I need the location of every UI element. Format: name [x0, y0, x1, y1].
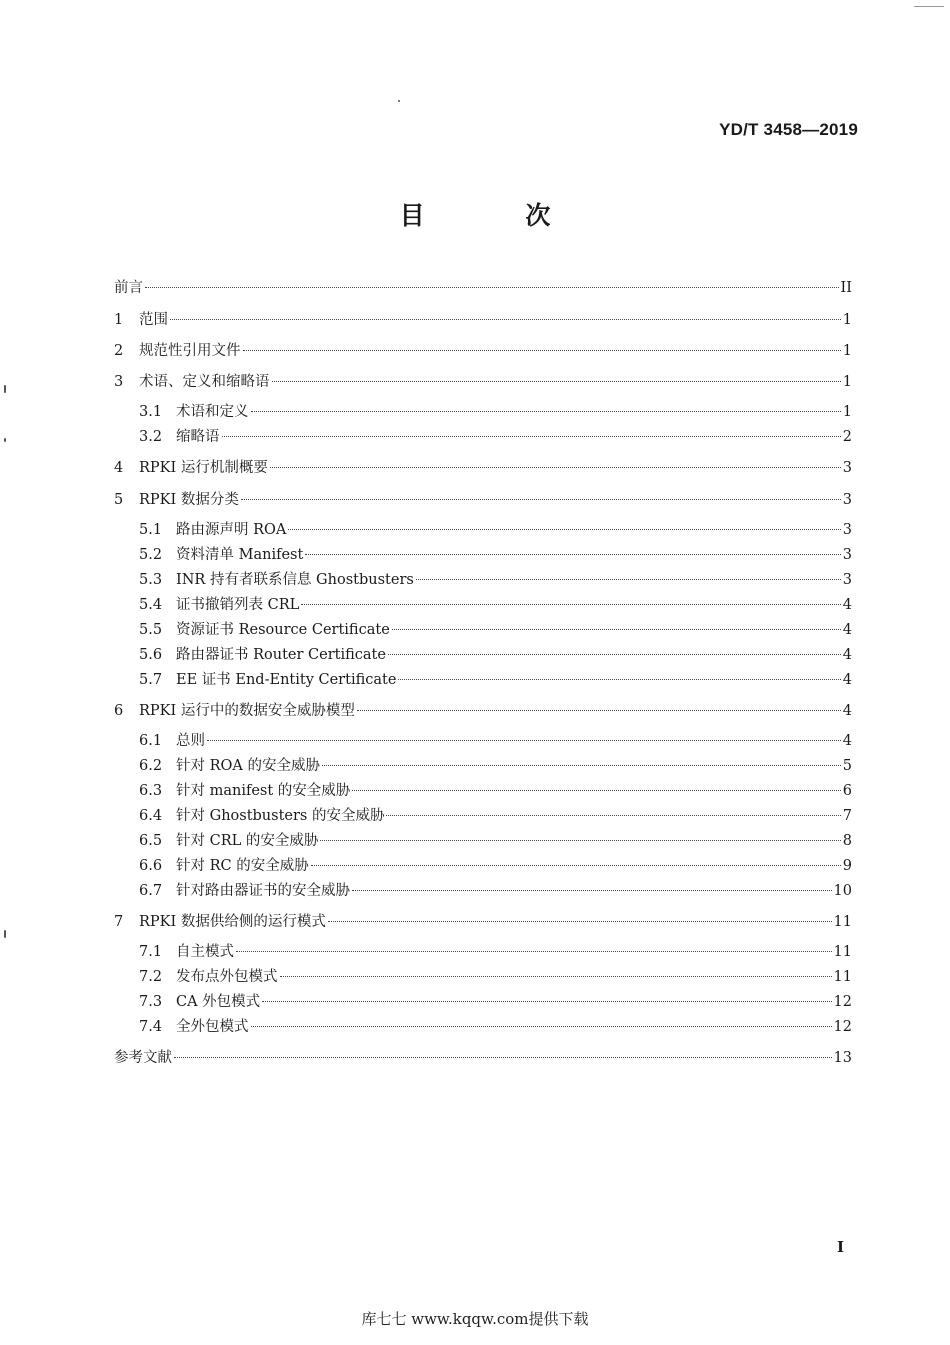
toc-entry-label: RPKI 运行机制概要	[139, 460, 268, 476]
toc-entry-page: 12	[833, 1019, 852, 1035]
toc-entry-number: 3	[114, 374, 124, 390]
toc-entry-number: 2	[114, 343, 124, 359]
toc-entry[interactable]	[139, 620, 852, 640]
toc-entry[interactable]	[139, 427, 852, 447]
dot-leader	[352, 890, 832, 891]
toc-entry-page: 12	[833, 994, 852, 1010]
dot-leader	[398, 679, 840, 680]
toc-entry-number: 5.5	[139, 622, 163, 638]
scan-mark	[4, 385, 6, 393]
toc-entry-label: 资料清单 Manifest	[176, 547, 304, 563]
toc-entry-page: 1	[842, 404, 852, 420]
toc-entry[interactable]	[139, 731, 852, 751]
toc-entry-label: 范围	[139, 312, 168, 328]
toc-entry-page: 2	[842, 429, 852, 445]
toc-entry[interactable]	[139, 781, 852, 801]
toc-entry[interactable]	[114, 372, 852, 392]
toc-entry-number: 5.7	[139, 672, 163, 688]
toc-entry-page: 1	[842, 312, 852, 328]
toc-entry-number: 6.5	[139, 833, 163, 849]
toc-entry-number: 5.6	[139, 647, 163, 663]
toc-entry[interactable]	[139, 856, 852, 876]
toc-entry-number: 6.6	[139, 858, 163, 874]
dot-leader	[301, 604, 841, 605]
dot-leader	[328, 921, 832, 922]
dot-leader	[236, 951, 832, 952]
toc-entry-label: 针对 RC 的安全威胁	[176, 858, 309, 874]
scan-mark	[4, 930, 6, 938]
toc-entry-page: 11	[833, 969, 852, 985]
toc-entry-label: 缩略语	[176, 429, 220, 445]
corner-line	[914, 6, 944, 7]
toc-entry-number: 5.1	[139, 522, 163, 538]
toc-entry-number: 6.3	[139, 783, 163, 799]
toc-entry-page: 5	[842, 758, 852, 774]
toc-entry[interactable]	[114, 310, 852, 330]
toc-entry-number: 6	[114, 703, 124, 719]
dot-leader	[243, 350, 841, 351]
footer-text: 库七七 www.kqqw.com提供下载	[361, 1310, 589, 1328]
toc-entry-number: 6.4	[139, 808, 163, 824]
toc-entry-label: RPKI 数据供给侧的运行模式	[139, 914, 326, 930]
dot-leader	[416, 579, 841, 580]
toc-entry[interactable]	[139, 595, 852, 615]
toc-entry-page: 8	[842, 833, 852, 849]
dot-leader	[322, 765, 841, 766]
toc-entry[interactable]	[139, 756, 852, 776]
toc-entry-page: 4	[842, 597, 852, 613]
toc-entry-label: INR 持有者联系信息 Ghostbusters	[176, 572, 414, 588]
toc-entry[interactable]	[139, 545, 852, 565]
document-code: YD/T 3458—2019	[719, 120, 858, 139]
toc-entry-page: II	[840, 280, 852, 296]
toc-entry-page: 11	[833, 944, 852, 960]
toc-entry-page: 7	[842, 808, 852, 824]
toc-entry-page: 4	[842, 703, 852, 719]
toc-entry[interactable]	[114, 341, 852, 361]
dot-leader	[386, 815, 840, 816]
dot-leader	[174, 1057, 832, 1058]
toc-entry-label: CA 外包模式	[176, 994, 261, 1010]
dot-leader	[251, 1026, 832, 1027]
page-title: 目 次	[399, 201, 597, 230]
toc-entry-number: 5.4	[139, 597, 163, 613]
toc-entry-number: 7.1	[139, 944, 163, 960]
toc-entry-number: 6.7	[139, 883, 163, 899]
toc-entry-number: 7.3	[139, 994, 163, 1010]
dot-leader	[251, 411, 841, 412]
dot-leader	[352, 790, 840, 791]
toc-entry-number: 5.2	[139, 547, 163, 563]
toc-entry[interactable]	[114, 1048, 852, 1068]
toc-entry-number: 6.2	[139, 758, 163, 774]
toc-entry[interactable]	[139, 520, 852, 540]
toc-entry-label: 自主模式	[176, 944, 234, 960]
dot-leader	[311, 865, 841, 866]
toc-entry-page: 3	[842, 547, 852, 563]
page-number: I	[836, 1238, 844, 1256]
toc-entry[interactable]	[139, 402, 852, 422]
toc-entry[interactable]	[139, 992, 852, 1012]
dot-leader	[241, 499, 841, 500]
toc-entry-label: 总则	[176, 733, 205, 749]
dot-leader	[288, 529, 840, 530]
toc-entry-number: 1	[114, 312, 124, 328]
dot-leader	[270, 467, 841, 468]
toc-entry-label: RPKI 运行中的数据安全威胁模型	[139, 703, 355, 719]
toc-entry-label: EE 证书 End-Entity Certificate	[176, 672, 397, 688]
toc-entry[interactable]	[139, 942, 852, 962]
toc-entry-number: 7	[114, 914, 124, 930]
toc-entry[interactable]	[139, 831, 852, 851]
dot-leader	[170, 319, 841, 320]
toc-entry[interactable]	[139, 806, 852, 826]
toc-entry[interactable]	[114, 490, 852, 510]
toc-entry-label: 术语和定义	[176, 404, 249, 420]
toc-entry[interactable]	[139, 645, 852, 665]
toc-entry-label: 针对 ROA 的安全威胁	[176, 758, 320, 774]
toc-entry-label: 发布点外包模式	[176, 969, 278, 985]
toc-entry[interactable]	[139, 881, 852, 901]
toc-entry[interactable]	[114, 912, 852, 932]
toc-entry-number: 7.2	[139, 969, 163, 985]
toc-entry-page: 10	[833, 883, 852, 899]
toc-entry[interactable]	[139, 967, 852, 987]
toc-entry-label: 路由器证书 Router Certificate	[176, 647, 386, 663]
dot-leader	[262, 1001, 831, 1002]
toc-entry[interactable]	[139, 670, 852, 690]
toc-entry-page: 1	[842, 343, 852, 359]
toc-entry-label: 规范性引用文件	[139, 343, 241, 359]
toc-entry-label: 针对路由器证书的安全威胁	[176, 883, 350, 899]
toc-entry-page: 13	[833, 1050, 852, 1066]
toc-entry-label: 针对 manifest 的安全威胁	[176, 783, 351, 799]
toc-entry[interactable]	[114, 701, 852, 721]
toc-entry-number: 4	[114, 460, 124, 476]
toc-entry-label: 前言	[114, 280, 143, 296]
dot-leader	[207, 740, 841, 741]
toc-entry-label: 证书撤销列表 CRL	[176, 597, 300, 613]
toc-entry-number: 6.1	[139, 733, 163, 749]
scan-mark	[4, 438, 6, 442]
dot-leader	[272, 381, 841, 382]
toc-entry-page: 11	[833, 914, 852, 930]
toc-entry-page: 4	[842, 647, 852, 663]
toc-entry-page: 3	[842, 572, 852, 588]
toc-entry-page: 4	[842, 733, 852, 749]
toc-entry-number: 5	[114, 492, 124, 508]
toc-entry-label: 路由源声明 ROA	[176, 522, 287, 538]
toc-entry-label: 针对 CRL 的安全威胁	[176, 833, 319, 849]
dot-leader	[280, 976, 832, 977]
toc-entry-label: 全外包模式	[176, 1019, 249, 1035]
dot-leader	[392, 629, 841, 630]
toc-entry-page: 6	[842, 783, 852, 799]
dot-leader	[320, 840, 840, 841]
toc-entry-page: 4	[842, 622, 852, 638]
toc-entry-label: 资源证书 Resource Certificate	[176, 622, 390, 638]
dot-leader	[222, 436, 841, 437]
dot-leader	[388, 654, 841, 655]
toc-entry-page: 4	[842, 672, 852, 688]
dot-leader	[357, 710, 841, 711]
toc-entry-label: 术语、定义和缩略语	[139, 374, 270, 390]
toc-entry-page: 3	[842, 460, 852, 476]
toc-entry[interactable]	[139, 570, 852, 590]
toc-entry-label: 针对 Ghostbusters 的安全威胁	[176, 808, 385, 824]
scan-mark	[398, 100, 400, 102]
toc-entry-page: 9	[842, 858, 852, 874]
toc-entry-page: 3	[842, 522, 852, 538]
toc-entry-number: 3.2	[139, 429, 163, 445]
toc-entry-number: 7.4	[139, 1019, 163, 1035]
toc-entry-label: 参考文献	[114, 1050, 172, 1066]
toc-entry-page: 3	[842, 492, 852, 508]
toc-entry-label: RPKI 数据分类	[139, 492, 239, 508]
toc-entry[interactable]	[114, 458, 852, 478]
toc-entry-number: 3.1	[139, 404, 163, 420]
dot-leader	[145, 287, 839, 288]
toc-entry-number: 5.3	[139, 572, 163, 588]
toc-entry[interactable]	[114, 278, 852, 298]
dot-leader	[305, 554, 840, 555]
toc-entry[interactable]	[139, 1017, 852, 1037]
toc-entry-page: 1	[842, 374, 852, 390]
